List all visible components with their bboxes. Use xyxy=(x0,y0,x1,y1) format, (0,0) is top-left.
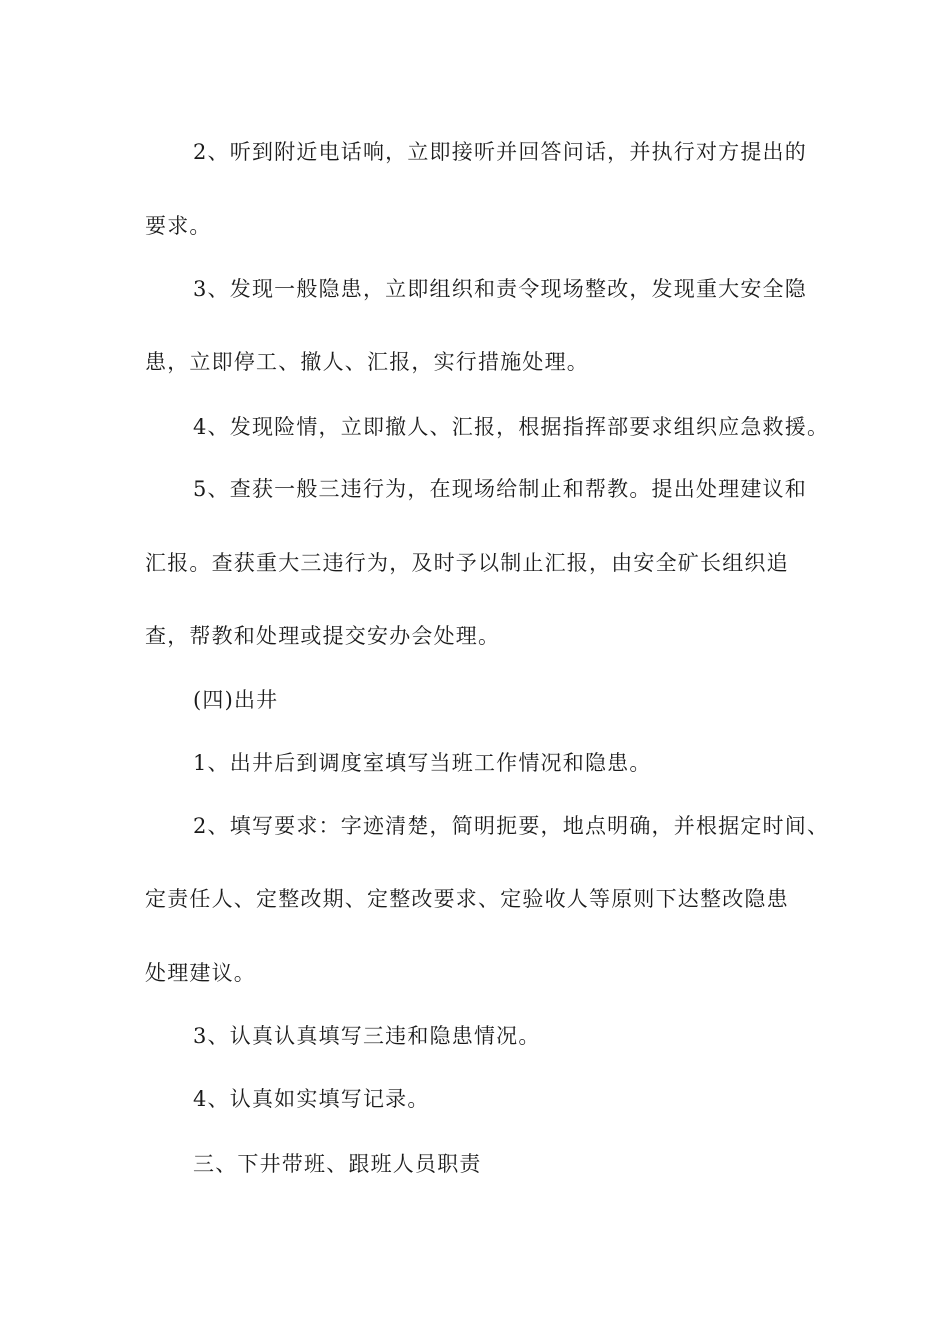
paragraph-line: 4、发现险情，立即撤人、汇报，根据指挥部要求组织应急救援。 xyxy=(193,415,830,439)
paragraph-line: 2、填写要求：字迹清楚，简明扼要，地点明确，并根据定时间、 xyxy=(193,814,830,838)
paragraph-line: 3、发现一般隐患，立即组织和责令现场整改，发现重大安全隐 xyxy=(193,277,807,301)
paragraph-line: 查，帮教和处理或提交安办会处理。 xyxy=(145,624,501,648)
paragraph-line: 汇报。查获重大三违行为，及时予以制止汇报，由安全矿长组织追 xyxy=(145,551,789,575)
paragraph-line: 2、听到附近电话响，立即接听并回答问话，并执行对方提出的 xyxy=(193,140,807,164)
paragraph-line: 定责任人、定整改期、定整改要求、定验收人等原则下达整改隐患 xyxy=(145,887,789,911)
paragraph-line: 4、认真如实填写记录。 xyxy=(193,1087,430,1111)
paragraph-line: 患，立即停工、撤人、汇报，实行措施处理。 xyxy=(145,350,589,374)
paragraph-line: 要求。 xyxy=(145,214,212,238)
section-heading: 三、下井带班、跟班人员职责 xyxy=(193,1152,482,1176)
paragraph-line: 处理建议。 xyxy=(145,961,256,985)
paragraph-line: 1、出井后到调度室填写当班工作情况和隐患。 xyxy=(193,751,652,775)
section-heading: (四)出井 xyxy=(193,688,279,712)
paragraph-line: 5、查获一般三违行为，在现场给制止和帮教。提出处理建议和 xyxy=(193,477,807,501)
paragraph-line: 3、认真认真填写三违和隐患情况。 xyxy=(193,1024,541,1048)
